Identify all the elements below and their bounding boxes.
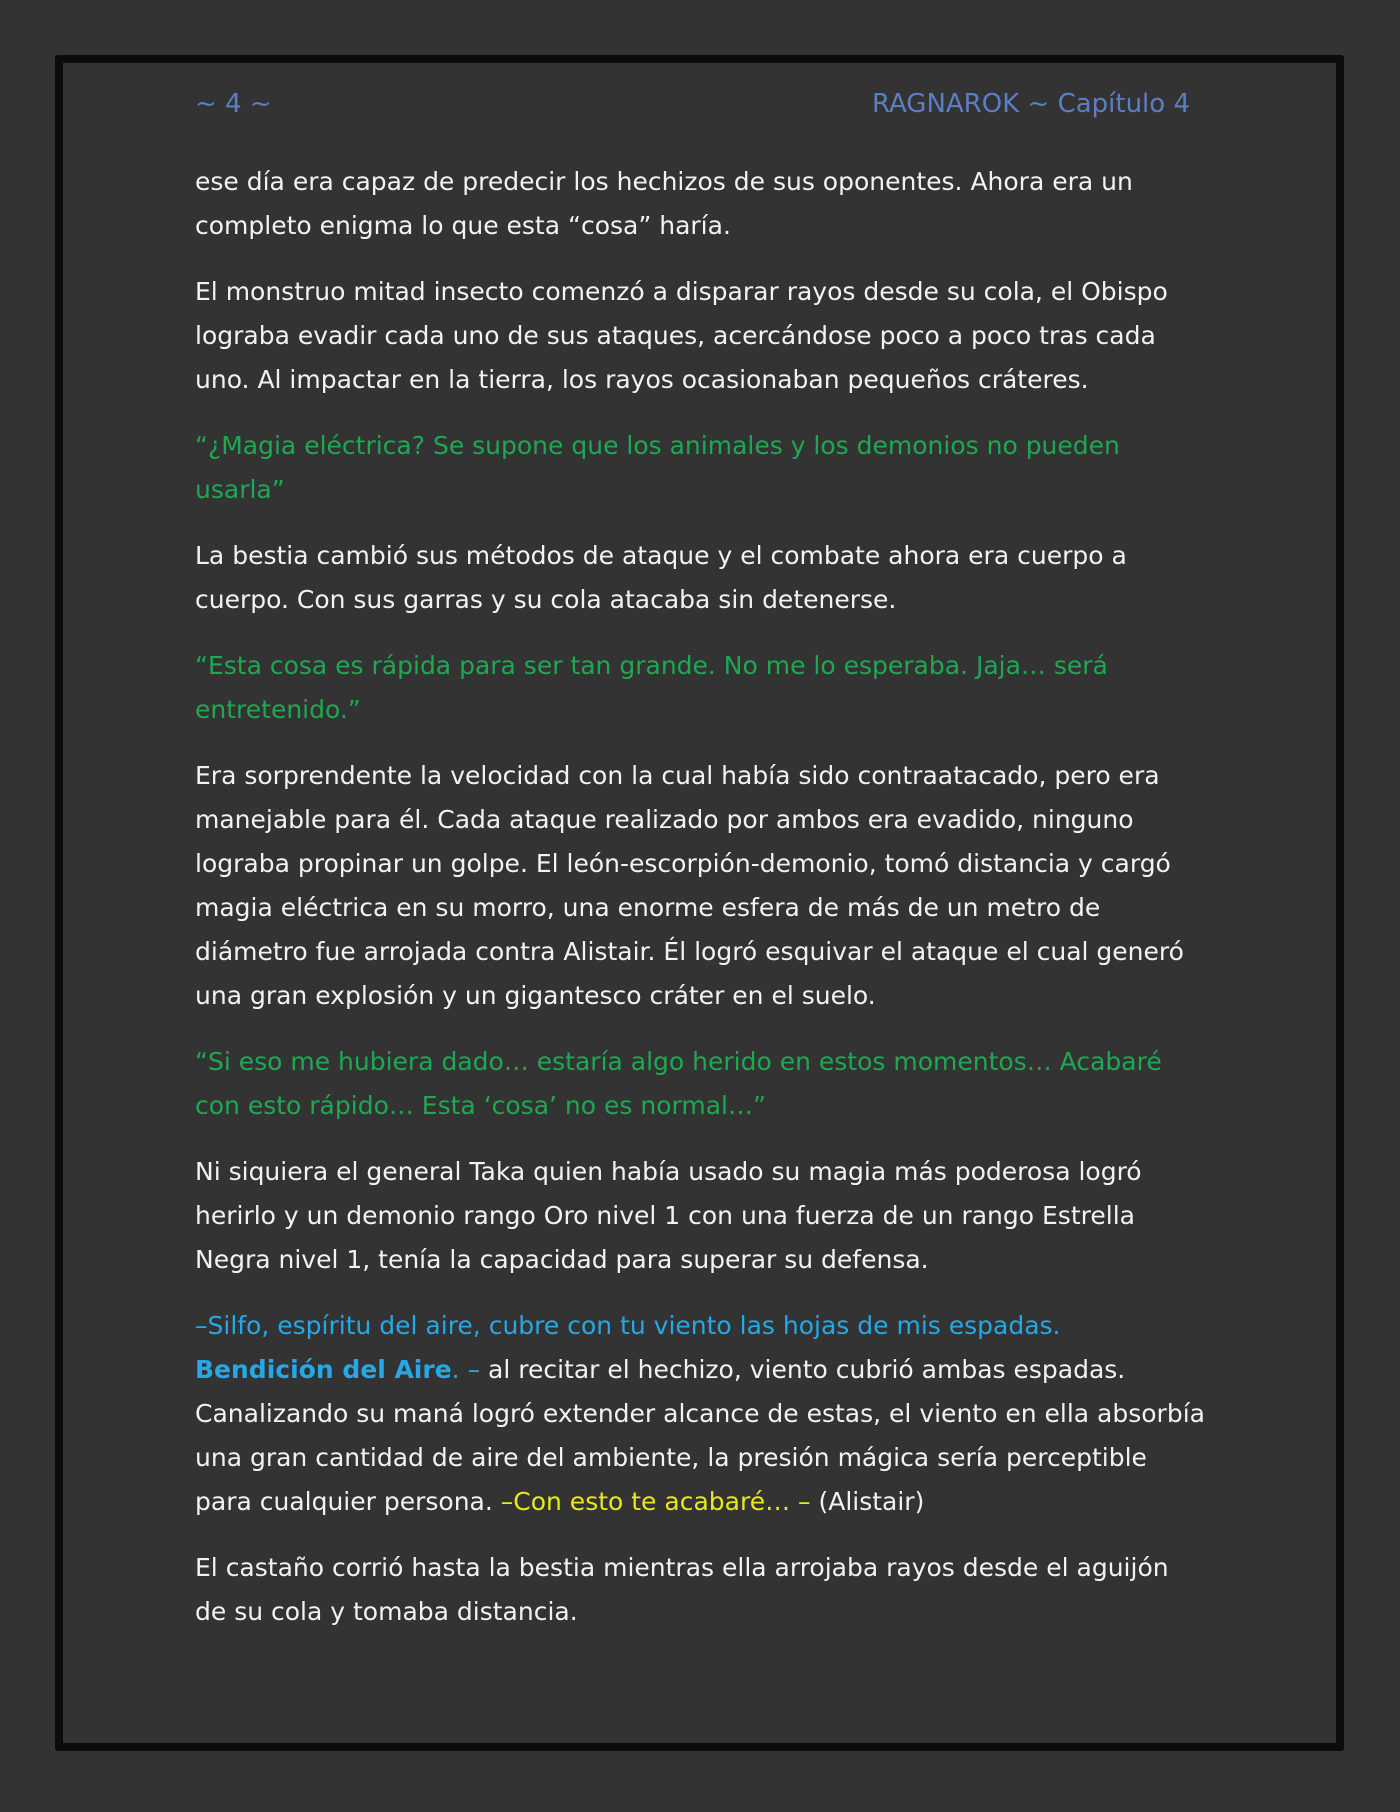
paragraph: El monstruo mitad insecto comenzó a disparar rayos desde su cola, el Obispo lograba evadir cada uno de sus ataques, acercándose poco a poco tras cada uno. Al impactar en la tierra, los rayos ocasionaban pequeños cráteres.	[195, 277, 1168, 394]
page-body	[195, 160, 1205, 1656]
narration: al recitar el hechizo, viento cubrió ambas espadas. Canalizando su maná logró extender alcance de estas, el viento en ella absorbía una gran cantidad de aire del ambiente, la presión mágica sería perceptible para cualquier persona.	[195, 1355, 1205, 1516]
paragraph: Ni siquiera el general Taka quien había usado su magia más poderosa logró herirlo y un demonio rango Oro nivel 1 con una fuerza de un rango Estrella Negra nivel 1, tenía la capacidad para superar su defensa.	[195, 1157, 1142, 1274]
page-number: ~ 4 ~	[195, 89, 272, 119]
dialogue: –Con esto te acabaré… –	[500, 1487, 819, 1516]
spell-incantation: –Silfo, espíritu del aire, cubre con tu viento las hojas de mis espadas.	[195, 1311, 1061, 1340]
speaker-tag: (Alistair)	[818, 1487, 925, 1516]
thought-paragraph: “Si eso me hubiera dado… estaría algo herido en estos momentos… Acabaré con esto rápido… Esta ‘cosa’ no es normal…”	[195, 1047, 1162, 1120]
spell-name: Bendición del Aire	[195, 1355, 452, 1384]
spell-paragraph	[195, 1304, 1205, 1524]
chapter-title: RAGNAROK ~ Capítulo 4	[871, 89, 1190, 119]
paragraph: ese día era capaz de predecir los hechizos de sus oponentes. Ahora era un completo enigma lo que esta “cosa” haría.	[195, 167, 1133, 240]
paragraph: El castaño corrió hasta la bestia mientras ella arrojaba rayos desde el aguijón de su cola y tomaba distancia.	[195, 1553, 1169, 1626]
spell-end: . –	[451, 1355, 489, 1384]
page-header	[195, 84, 1190, 124]
thought-paragraph: “¿Magia eléctrica? Se supone que los animales y los demonios no pueden usarla”	[195, 431, 1120, 504]
paragraph: La bestia cambió sus métodos de ataque y el combate ahora era cuerpo a cuerpo. Con sus garras y su cola atacaba sin detenerse.	[195, 541, 1127, 614]
paragraph: Era sorprendente la velocidad con la cual había sido contraatacado, pero era manejable para él. Cada ataque realizado por ambos era evadido, ninguno lograba propinar un golpe. El león-escorpión-demonio, tomó distancia y cargó magia eléctrica en su morro, una enorme esfera de más de un metro de diámetro fue arrojada contra Alistair. Él logró esquivar el ataque el cual generó una gran explosión y un gigantesco cráter en el suelo.	[195, 761, 1184, 1010]
thought-paragraph: “Esta cosa es rápida para ser tan grande. No me lo esperaba. Jaja… será entretenido.”	[195, 651, 1108, 724]
